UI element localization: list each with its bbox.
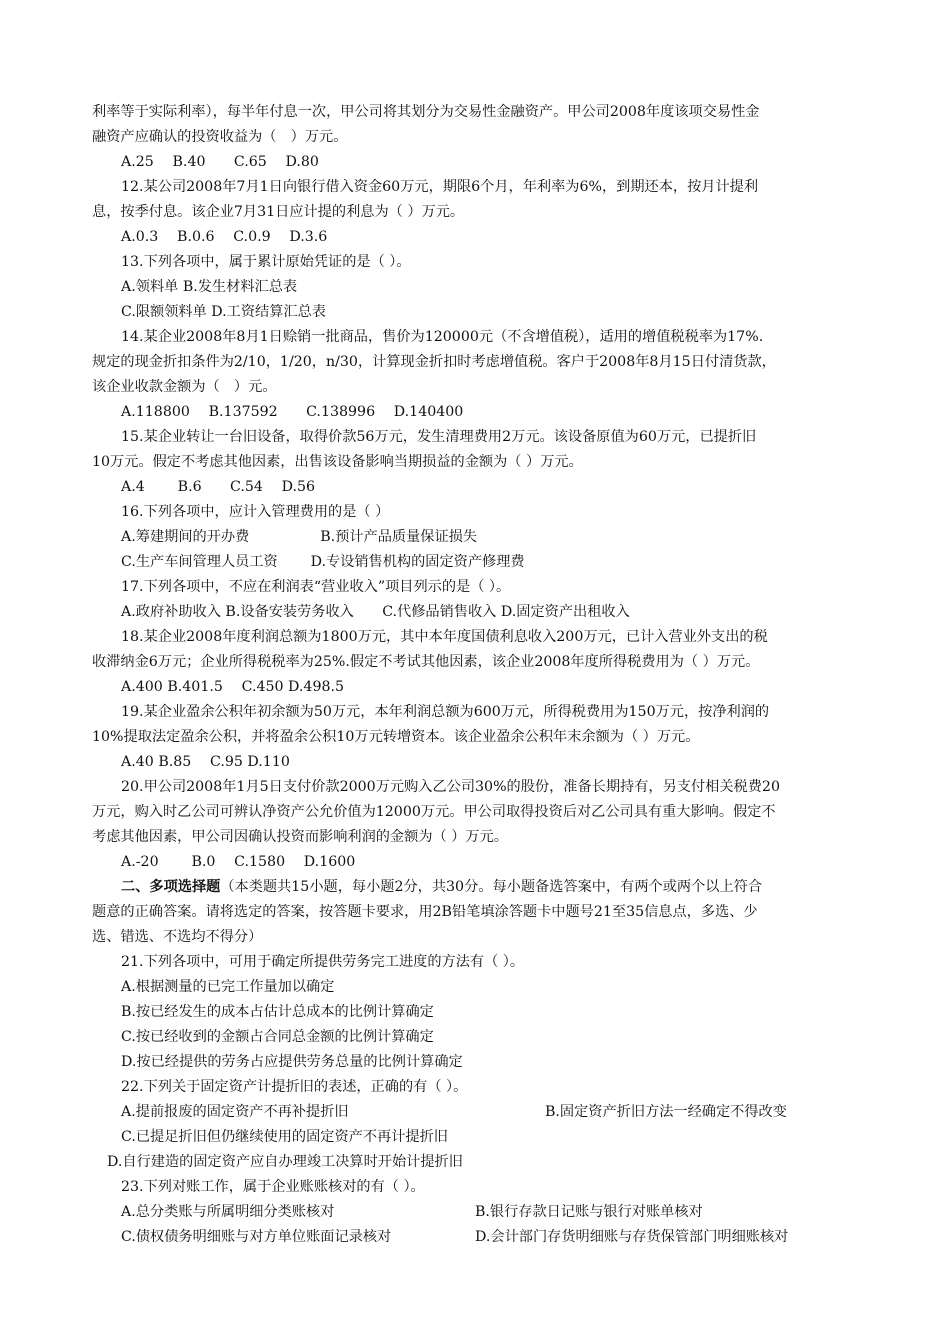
options-line: C.限额领料单 D.工资结算汇总表	[121, 304, 326, 320]
text-line: 10万元。假定不考虑其他因素，出售该设备影响当期损益的金额为（ ）万元。	[92, 454, 583, 470]
question-23: 23.下列对账工作，属于企业账账核对的有（ ）。	[121, 1179, 425, 1195]
section-heading-line	[121, 878, 762, 896]
options-line: A.40 B.85 C.95 D.110	[121, 754, 290, 770]
options-line: C.生产车间管理人员工资 D.专设销售机构的固定资产修理费	[121, 554, 525, 570]
text-line: 万元，购入时乙公司可辨认净资产公允价值为12000万元。甲公司取得投资后对乙公司具有重大影响。假定不	[92, 804, 776, 820]
text-line: 融资产应确认的投资收益为（ ）万元。	[92, 129, 348, 145]
text-line: 10%提取法定盈余公积，并将盈余公积10万元转增资本。该企业盈余公积年末余额为（ ）万元。	[92, 729, 700, 745]
options-line: A.筹建期间的开办费 B.预计产品质量保证损失	[121, 529, 478, 545]
text-line: 利率等于实际利率），每半年付息一次，甲公司将其划分为交易性金融资产。甲公司2008年度该项交易性金	[92, 104, 760, 120]
options-line: A.118800 B.137592 C.138996 D.140400	[121, 404, 464, 420]
option-c: C.按已经收到的金额占合同总金额的比例计算确定	[121, 1029, 434, 1045]
option-d: D.会计部门存货明细账与存货保管部门明细账核对	[475, 1229, 789, 1245]
question-21: 21.下列各项中，可用于确定所提供劳务完工进度的方法有（ ）。	[121, 954, 525, 970]
option-b: B.按已经发生的成本占估计总成本的比例计算确定	[121, 1004, 434, 1020]
text-line: 考虑其他因素，甲公司因确认投资而影响利润的金额为（ ）万元。	[92, 829, 508, 845]
option-a: A.根据测量的已完工作量加以确定	[121, 979, 335, 995]
options-line: A.0.3 B.0.6 C.0.9 D.3.6	[121, 229, 328, 245]
option-a: A.提前报废的固定资产不再补提折旧	[121, 1104, 349, 1120]
option-c: C.债权债务明细账与对方单位账面记录核对	[121, 1229, 392, 1245]
options-line: A.领料单 B.发生材料汇总表	[121, 279, 298, 295]
options-line: A.400 B.401.5 C.450 D.498.5	[121, 679, 345, 695]
section-heading: 二、多项选择题	[121, 879, 221, 895]
question-15: 15.某企业转让一台旧设备，取得价款56万元，发生清理费用2万元。该设备原值为60万元，已提折旧	[121, 429, 757, 445]
options-line: A.4 B.6 C.54 D.56	[121, 479, 316, 495]
option-d: D.自行建造的固定资产应自办理竣工决算时开始计提折旧	[107, 1154, 463, 1170]
question-12: 12.某公司2008年7月1日向银行借入资金60万元，期限6个月，年利率为6%，到期还本，按月计提利	[121, 179, 759, 195]
text-line: 息，按季付息。该企业7月31日应计提的利息为（ ）万元。	[92, 204, 465, 220]
text-line: 该企业收款金额为（ ）元。	[92, 379, 277, 395]
question-13: 13.下列各项中，属于累计原始凭证的是（ ）。	[121, 254, 411, 270]
options-line: A.25 B.40 C.65 D.80	[121, 154, 319, 170]
options-line: A.政府补助收入 B.设备安装劳务收入 C.代修品销售收入 D.固定资产出租收入	[121, 604, 630, 620]
option-b: B.银行存款日记账与银行对账单核对	[475, 1204, 703, 1220]
options-line: A.-20 B.0 C.1580 D.1600	[121, 854, 356, 870]
question-14: 14.某企业2008年8月1日赊销一批商品，售价为120000元（不含增值税），适用的增值税税率为17%.	[121, 329, 764, 345]
question-17: 17.下列各项中，不应在利润表“营业收入”项目列示的是（ ）。	[121, 579, 511, 595]
option-c: C.已提足折旧但仍继续使用的固定资产不再计提折旧	[121, 1129, 448, 1145]
text-line: 选、错选、不选均不得分）	[92, 929, 263, 945]
question-16: 16.下列各项中，应计入管理费用的是（ ）	[121, 504, 390, 520]
question-19: 19.某企业盈余公积年初余额为50万元，本年利润总额为600万元，所得税费用为150万元，按净利润的	[121, 704, 770, 720]
option-d: D.按已经提供的劳务占应提供劳务总量的比例计算确定	[121, 1054, 463, 1070]
text-line: 题意的正确答案。请将选定的答案，按答题卡要求，用2B铅笔填涂答题卡中题号21至35信息点，多选、少	[92, 904, 758, 920]
text-line: 收滞纳金6万元；企业所得税税率为25%.假定不考试其他因素，该企业2008年度所得税费用为（ ）万元。	[92, 654, 760, 670]
question-20: 20.甲公司2008年1月5日支付价款2000万元购入乙公司30%的股份，准备长期持有，另支付相关税费20	[121, 779, 780, 795]
question-22: 22.下列关于固定资产计提折旧的表述，正确的有（ ）。	[121, 1079, 468, 1095]
question-18: 18.某企业2008年度利润总额为1800万元，其中本年度国债利息收入200万元，已计入营业外支出的税	[121, 629, 768, 645]
text-line: 规定的现金折扣条件为2/10，1/20，n/30，计算现金折扣时考虑增值税。客户于2008年8月15日付清货款，	[92, 354, 776, 370]
option-a: A.总分类账与所属明细分类账核对	[121, 1204, 335, 1220]
option-b: B.固定资产折旧方法一经确定不得改变	[545, 1104, 787, 1120]
section-intro: （本类题共15小题，每小题2分，共30分。每小题备选答案中，有两个或两个以上符合	[220, 879, 763, 895]
